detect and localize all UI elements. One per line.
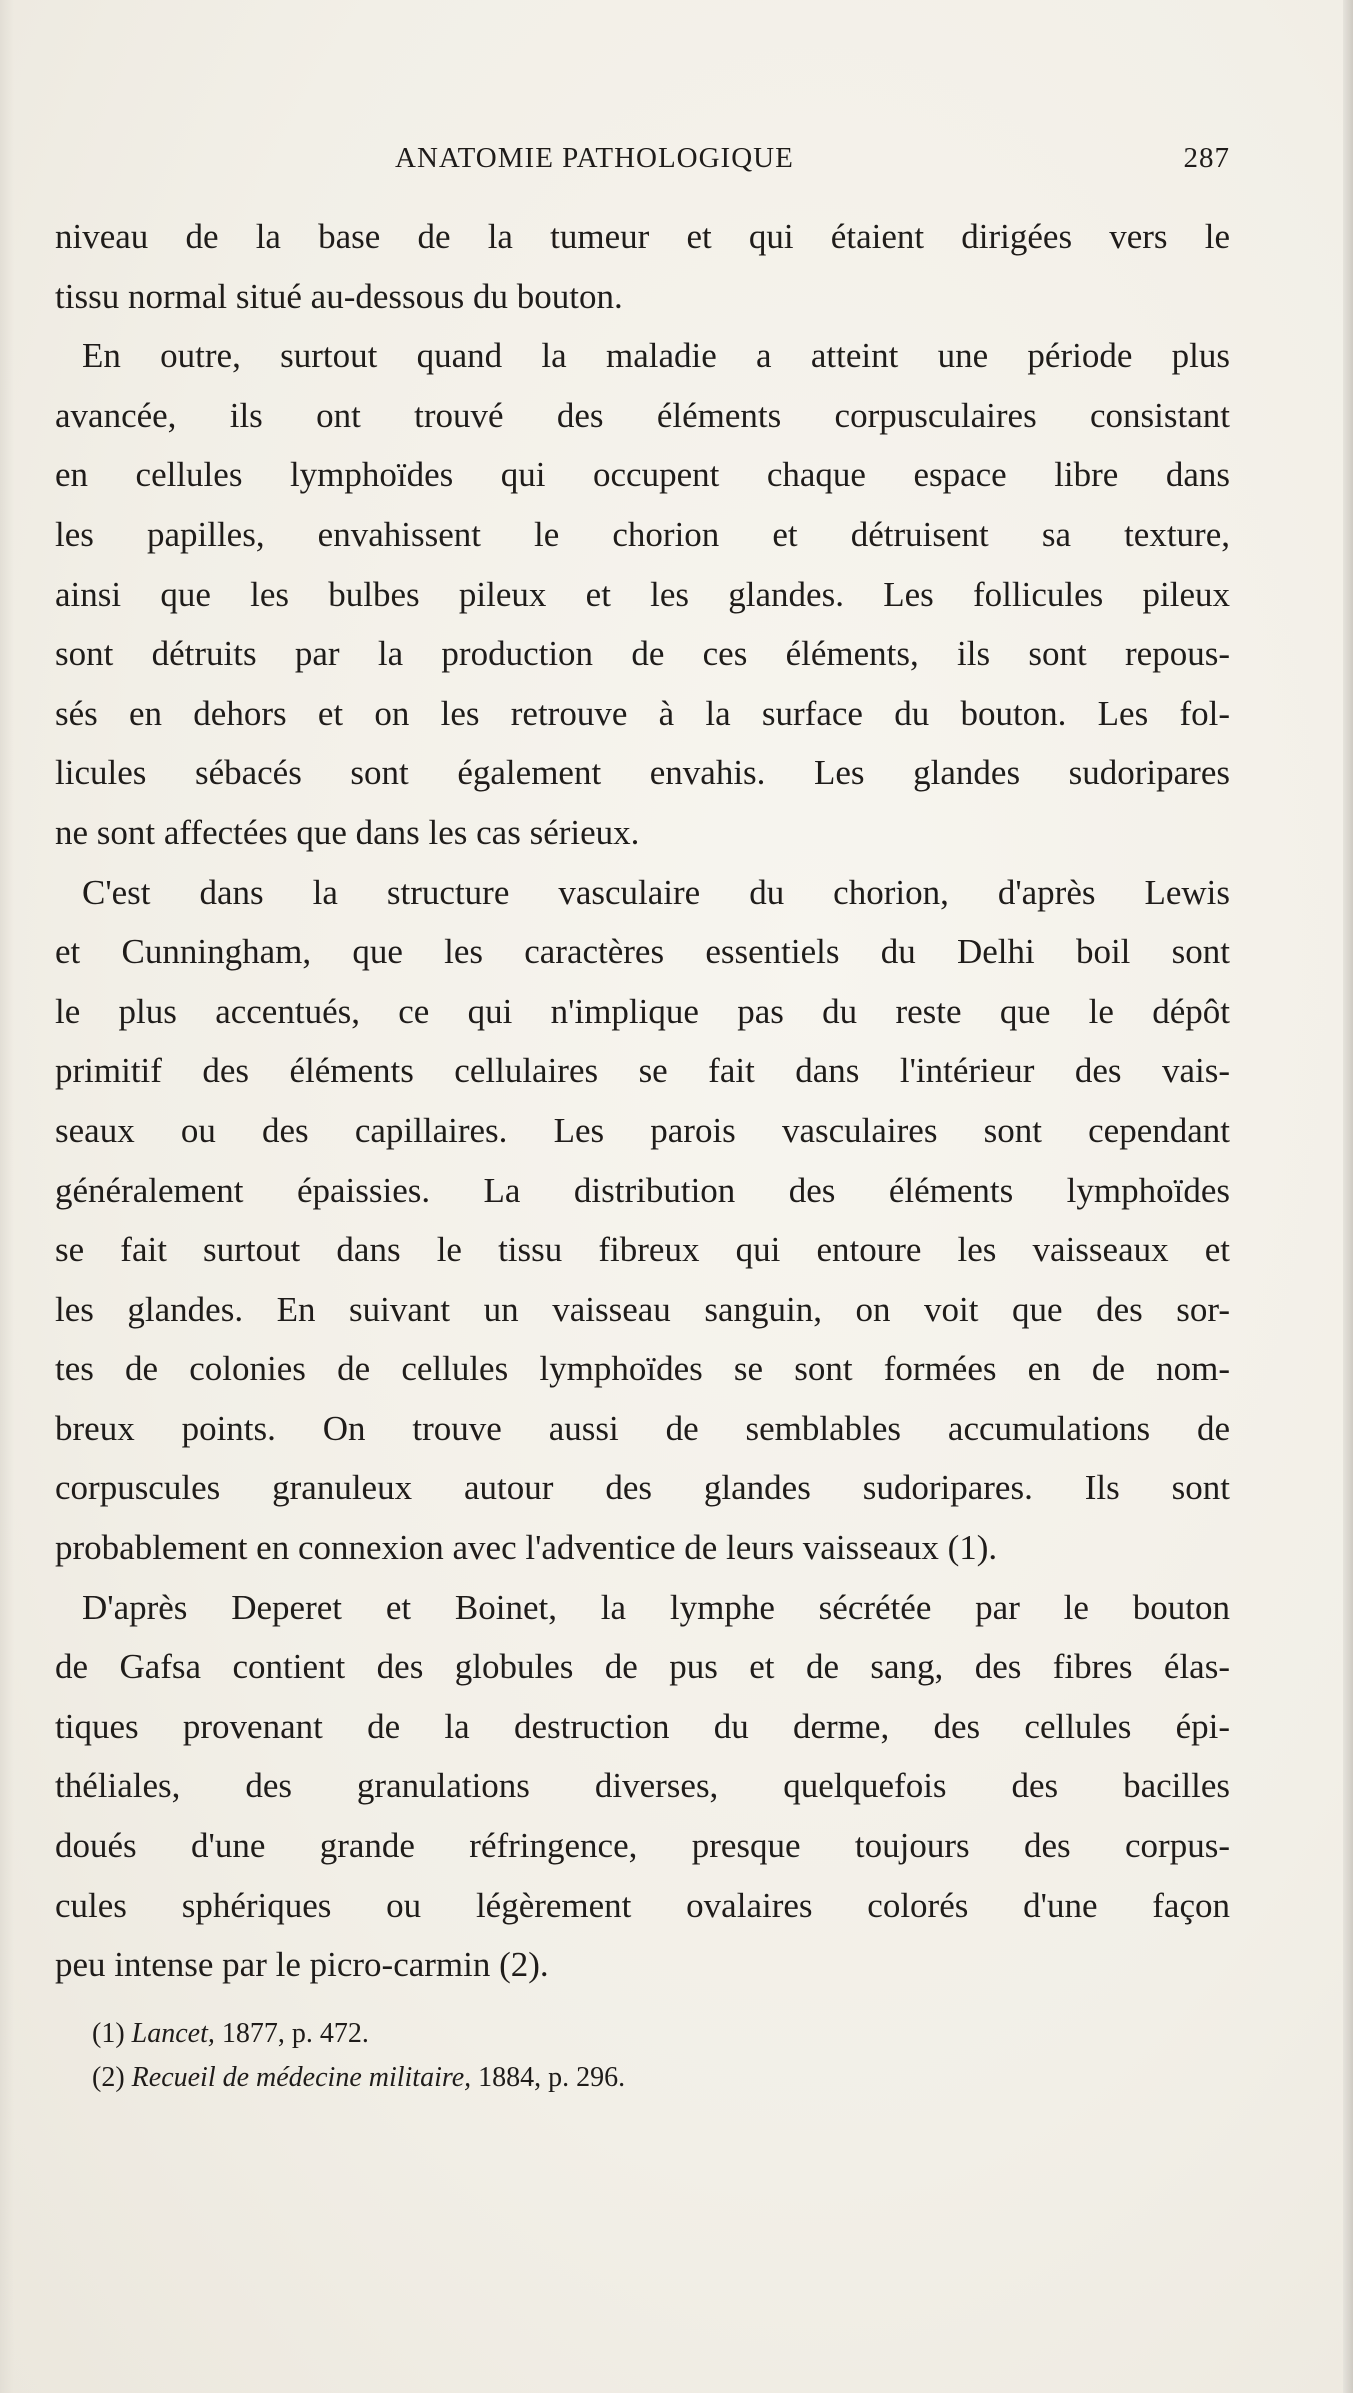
text-line: le plus accentués, ce qui n'implique pas du reste que le dépôt: [55, 991, 1230, 1031]
running-header: [55, 142, 1230, 182]
paragraph: [55, 863, 1230, 1578]
page-number: 287: [1183, 142, 1230, 174]
text-line: avancée, ils ont trouvé des éléments corpusculaires consistant: [55, 395, 1230, 435]
text-line: se fait surtout dans le tissu fibreux qui entoure les vaisseaux et: [55, 1230, 1230, 1270]
text-line: breux points. On trouve aussi de semblables accumulations de: [55, 1408, 1230, 1448]
footnote-marker: (2): [92, 2062, 125, 2093]
text-line: les glandes. En suivant un vaisseau sanguin, on voit que des sor-: [55, 1289, 1230, 1329]
footnote-details: 1877, p. 472.: [221, 2018, 369, 2049]
text-line: licules sébacés sont également envahis. Les glandes sudoripares: [55, 753, 1230, 793]
text-line: D'après Deperet et Boinet, la lymphe sécrétée par le bouton: [82, 1587, 1230, 1627]
footnote-source: Lancet,: [131, 2018, 215, 2049]
text-line: C'est dans la structure vasculaire du chorion, d'après Lewis: [82, 872, 1230, 912]
text-line: sés en dehors et on les retrouve à la surface du bouton. Les fol-: [55, 693, 1230, 733]
footnote-marker: (1): [92, 2018, 125, 2049]
text-line: généralement épaissies. La distribution des éléments lymphoïdes: [55, 1170, 1230, 1210]
text-line: probablement en connexion avec l'adventice de leurs vaisseaux (1).: [55, 1528, 998, 1568]
text-line: les papilles, envahissent le chorion et détruisent sa texture,: [55, 514, 1230, 554]
text-line: tes de colonies de cellules lymphoïdes se sont formées en de nom-: [55, 1349, 1230, 1389]
paragraph: [55, 1578, 1230, 1995]
text-line: ne sont affectées que dans les cas sérieux.: [55, 812, 640, 852]
body-text: [55, 207, 1230, 1995]
text-line: corpuscules granuleux autour des glandes sudoripares. Ils sont: [55, 1468, 1230, 1508]
text-line: ainsi que les bulbes pileux et les glandes. Les follicules pileux: [55, 574, 1230, 614]
text-line: niveau de la base de la tumeur et qui étaient dirigées vers le: [55, 217, 1230, 256]
footnote: [92, 2056, 992, 2100]
text-line: seaux ou des capillaires. Les parois vasculaires sont cependant: [55, 1110, 1230, 1150]
text-line: sont détruits par la production de ces éléments, ils sont repous-: [55, 634, 1230, 674]
text-line: de Gafsa contient des globules de pus et de sang, des fibres élas-: [55, 1647, 1230, 1687]
text-line: peu intense par le picro-carmin (2).: [55, 1945, 549, 1985]
footnote-source: Recueil de médecine militaire,: [131, 2062, 472, 2093]
text-line: primitif des éléments cellulaires se fait dans l'intérieur des vais-: [55, 1051, 1230, 1091]
page-gutter-shadow: [0, 0, 14, 2393]
footnote-details: 1884, p. 296.: [478, 2062, 626, 2093]
running-head-title: ANATOMIE PATHOLOGIQUE: [395, 142, 794, 174]
text-line: en cellules lymphoïdes qui occupent chaque espace libre dans: [55, 455, 1230, 495]
paragraph: [55, 207, 1230, 326]
text-line: théliales, des granulations diverses, quelquefois des bacilles: [55, 1766, 1230, 1806]
page-edge: [1343, 0, 1353, 2393]
text-line: tiques provenant de la destruction du derme, des cellules épi-: [55, 1706, 1230, 1746]
text-line: En outre, surtout quand la maladie a atteint une période plus: [82, 336, 1230, 376]
text-line: cules sphériques ou légèrement ovalaires colorés d'une façon: [55, 1885, 1230, 1925]
footnote: [92, 2012, 992, 2056]
footnotes: [92, 2012, 992, 2100]
paragraph: [55, 326, 1230, 862]
text-line: tissu normal situé au-dessous du bouton.: [55, 276, 623, 316]
text-line: doués d'une grande réfringence, presque toujours des corpus-: [55, 1826, 1230, 1866]
text-line: et Cunningham, que les caractères essentiels du Delhi boil sont: [55, 932, 1230, 972]
